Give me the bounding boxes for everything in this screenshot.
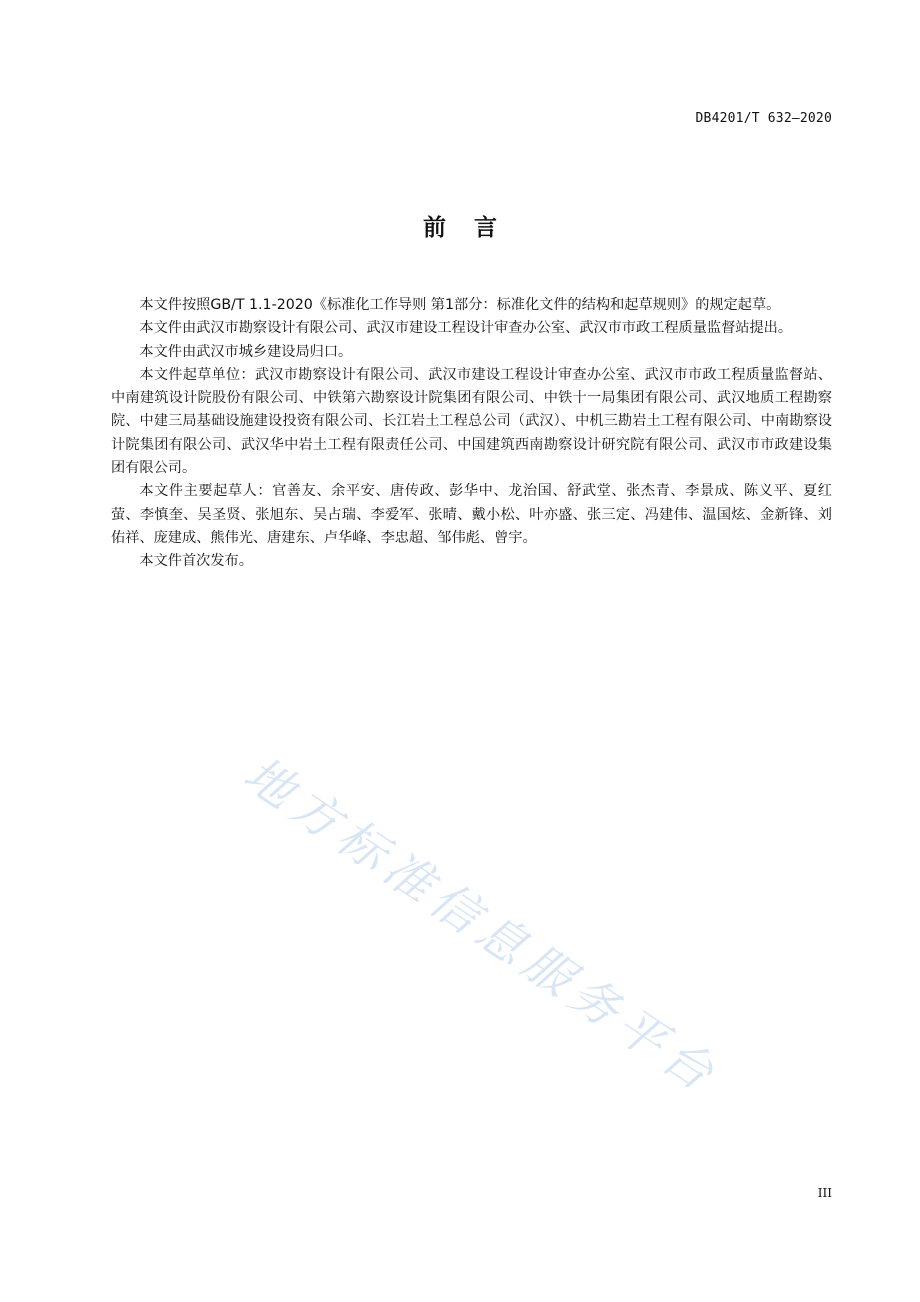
document-code: DB4201/T 632—2020 [695, 111, 832, 126]
paragraph-first-release: 本文件首次发布。 [139, 553, 253, 570]
page-number: III [817, 1186, 832, 1200]
paragraph-proposer: 本文件由武汉市勘察设计有限公司、武汉市建设工程设计审查办公室、武汉市市政工程质量监督站提出。 [139, 320, 793, 337]
watermark: 地方标准信息服务平台 [233, 745, 730, 1106]
foreword-body [111, 294, 832, 574]
page-title: 前言 [423, 215, 525, 241]
paragraph-governing-body: 本文件由武汉市城乡建设局归口。 [139, 343, 353, 360]
paragraph-drafting-rules: 本文件按照GB/T 1.1-2020《标准化工作导则 第1部分：标准化文件的结构和起草规则》的规定起草。 [139, 297, 781, 313]
paragraph-drafters: 本文件主要起草人：官善友、余平安、唐传政、彭华中、龙治国、舒武堂、张杰青、李景成、陈义平、夏红萤、李慎奎、吴圣贤、张旭东、吴占瑞、李爱军、张晴、戴小松、叶亦盛、张三定、冯建伟、温国炫、金新锋、刘佑祥、庞建成、熊伟光、唐建东、卢华峰、李忠超、邹伟彪、曾宇。 [111, 483, 832, 546]
paragraph-drafting-units: 本文件起草单位：武汉市勘察设计有限公司、武汉市建设工程设计审查办公室、武汉市市政工程质量监督站、中南建筑设计院股份有限公司、中铁第六勘察设计院集团有限公司、中铁十一局集团有限公司、武汉地质工程勘察院、中建三局基础设施建设投资有限公司、长江岩土工程总公司（武汉）、中机三勘岩土工程有限公司、中南勘察设计院集团有限公司、武汉华中岩土工程有限责任公司、中国建筑西南勘察设计研究院有限公司、武汉市市政建设集团有限公司。 [111, 366, 832, 477]
